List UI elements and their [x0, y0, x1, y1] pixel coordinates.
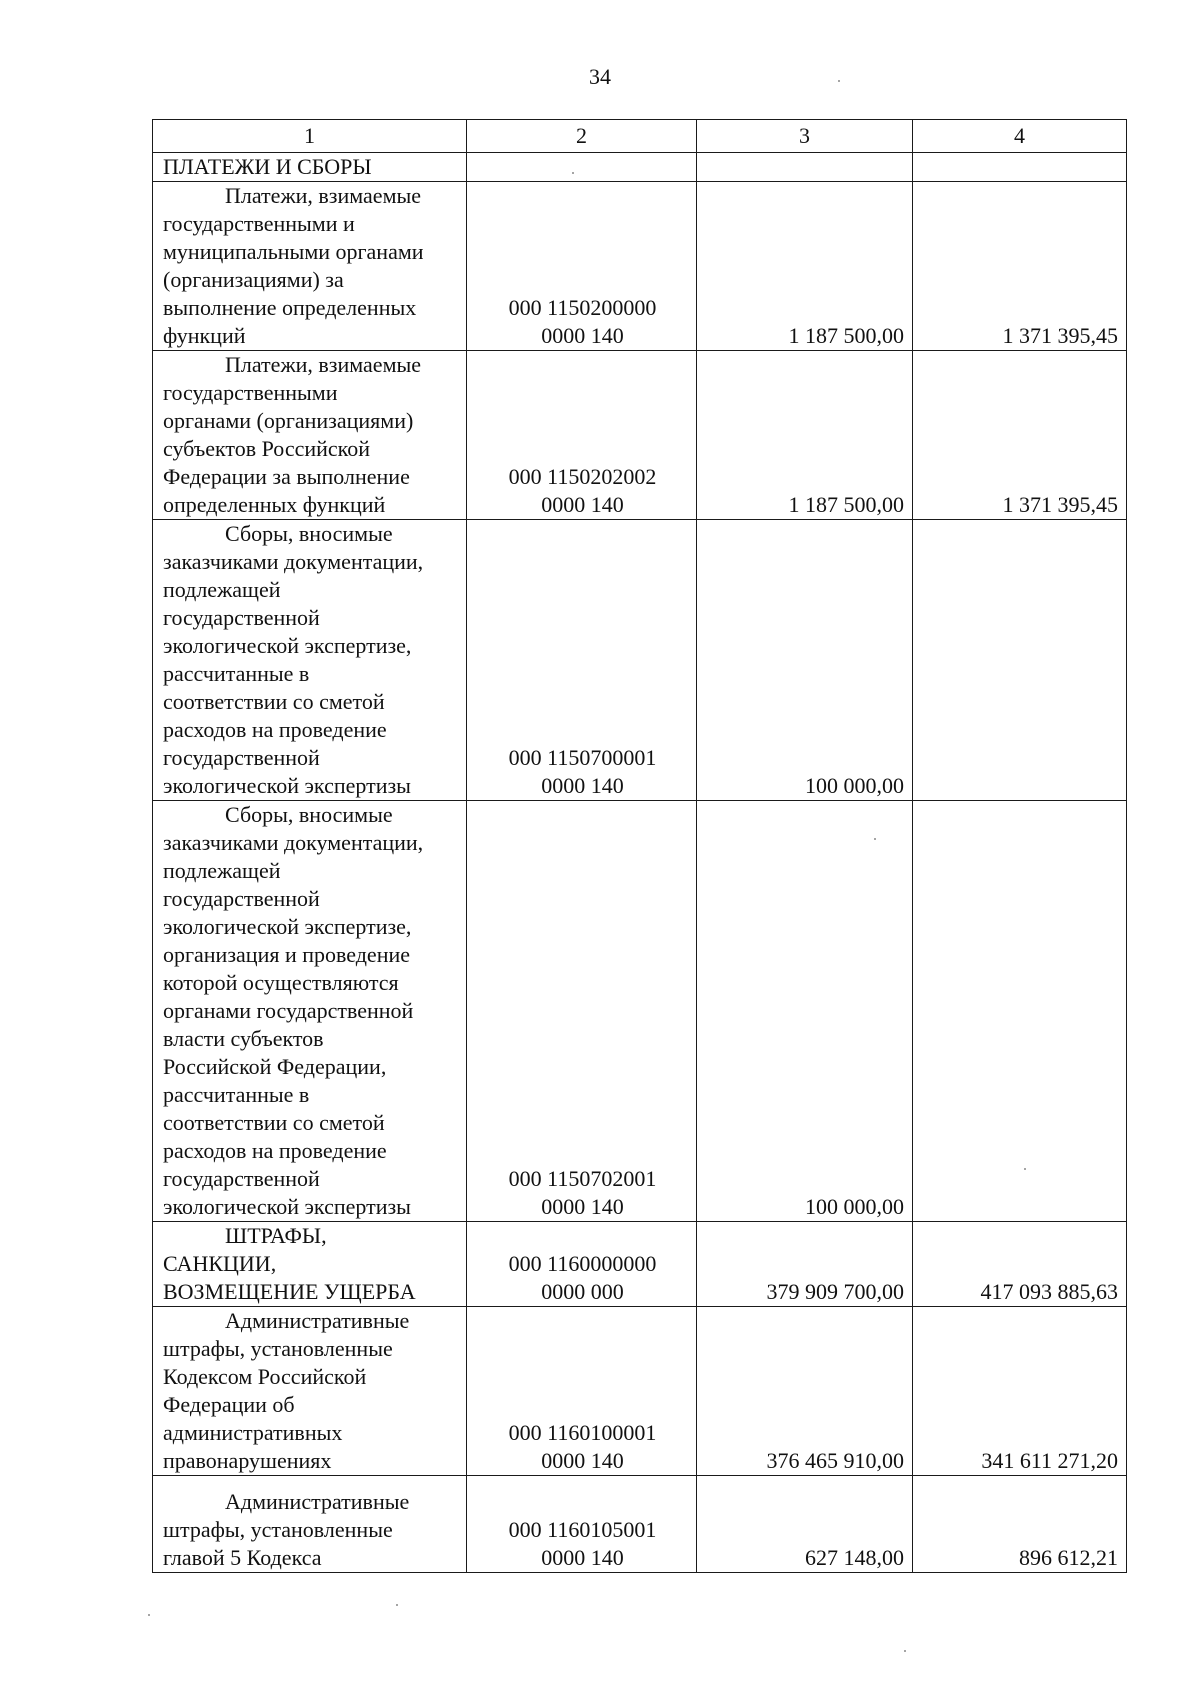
revenue-table-body [153, 120, 1127, 1573]
row-name-cell [153, 1476, 467, 1573]
plan-amount-cell: 1 187 500,00 [697, 351, 913, 520]
row-name-cell [153, 351, 467, 520]
budget-code-line: 000 1160105001 [508, 1517, 657, 1542]
budget-code-line: 0000 140 [541, 323, 624, 348]
row-name-cell [153, 1222, 467, 1307]
row-name-line: экологической экспертизе, [163, 914, 412, 939]
scan-speck [572, 172, 574, 174]
row-name-line: соответствии со сметой [163, 689, 385, 714]
plan-amount-cell: 376 465 910,00 [697, 1307, 913, 1476]
row-name-line: рассчитанные в [163, 1082, 310, 1107]
budget-code-line: 000 1160000000 [508, 1251, 657, 1276]
row-name-line: Российской Федерации, [163, 1054, 387, 1079]
budget-code-cell [467, 351, 697, 520]
row-name-line: государственной [163, 1166, 320, 1191]
column-header-2: 2 [467, 120, 697, 153]
plan-amount-cell: 1 187 500,00 [697, 182, 913, 351]
budget-code-line: 000 1150202002 [508, 464, 657, 489]
budget-code-cell [467, 182, 697, 351]
actual-amount-cell: 1 371 395,45 [913, 351, 1127, 520]
actual-amount-cell: 417 093 885,63 [913, 1222, 1127, 1307]
column-header-3: 3 [697, 120, 913, 153]
actual-amount-cell: 896 612,21 [913, 1476, 1127, 1573]
budget-code-cell [467, 520, 697, 801]
plan-amount-cell: 627 148,00 [697, 1476, 913, 1573]
scan-speck [1024, 1168, 1026, 1170]
row-name-cell [153, 801, 467, 1222]
row-name-line: штрафы, установленные [163, 1336, 393, 1361]
row-name-line: правонарушениях [163, 1448, 332, 1473]
actual-amount-cell: 1 371 395,45 [913, 182, 1127, 351]
row-name-line: государственными [163, 380, 338, 405]
row-name-line: Сборы, вносимые [225, 521, 393, 546]
budget-code-cell [467, 1476, 697, 1573]
plan-amount-cell: 100 000,00 [697, 520, 913, 801]
table-row [153, 351, 1127, 520]
budget-code-cell [467, 1222, 697, 1307]
row-name-line: Федерации за выполнение [163, 464, 410, 489]
row-name-line: государственной [163, 605, 320, 630]
table-row [153, 520, 1127, 801]
section-row [153, 153, 1127, 182]
row-name-line: штрафы, установленные [163, 1517, 393, 1542]
row-name-line: государственными и [163, 211, 355, 236]
table-row [153, 182, 1127, 351]
budget-code-line: 000 1160100001 [508, 1420, 657, 1445]
row-name-line: Административные [225, 1308, 410, 1333]
row-name-line: Федерации об [163, 1392, 295, 1417]
actual-amount-cell: 341 611 271,20 [913, 1307, 1127, 1476]
column-header-4: 4 [913, 120, 1127, 153]
actual-amount-cell [913, 801, 1127, 1222]
row-name-line: рассчитанные в [163, 661, 310, 686]
row-name-line: расходов на проведение [163, 1138, 387, 1163]
row-name-cell [153, 153, 467, 182]
row-name-line: которой осуществляются [163, 970, 399, 995]
row-name-line: субъектов Российской [163, 436, 371, 461]
row-name-line: власти субъектов [163, 1026, 324, 1051]
row-name-line: соответствии со сметой [163, 1110, 385, 1135]
revenue-table [152, 119, 1127, 1573]
row-name-line: заказчиками документации, [163, 549, 424, 574]
budget-code-line: 000 1150702001 [508, 1166, 657, 1191]
budget-code-cell [467, 1307, 697, 1476]
actual-amount-cell [913, 520, 1127, 801]
row-name-line: экологической экспертизы [163, 773, 411, 798]
row-name-line: подлежащей [163, 858, 281, 883]
budget-code-line: 0000 140 [541, 1545, 624, 1570]
row-name-line: муниципальными органами [163, 239, 424, 264]
row-name-line: расходов на проведение [163, 717, 387, 742]
plan-amount-cell [697, 153, 913, 182]
row-name-line: экологической экспертизы [163, 1194, 411, 1219]
row-name-line: САНКЦИИ, [163, 1251, 277, 1276]
scan-speck [838, 80, 840, 82]
budget-code-line: 0000 000 [541, 1279, 624, 1304]
row-name-line: ШТРАФЫ, [225, 1223, 327, 1248]
row-name-line: ВОЗМЕЩЕНИЕ УЩЕРБА [163, 1279, 416, 1304]
budget-code-line: 0000 140 [541, 773, 624, 798]
row-name-line: определенных функций [163, 492, 386, 517]
budget-code-cell [467, 153, 697, 182]
scan-speck [904, 1650, 906, 1652]
row-name-line: Административные [225, 1489, 410, 1514]
row-name-line: административных [163, 1420, 343, 1445]
table-row [153, 1307, 1127, 1476]
row-name-line: органами государственной [163, 998, 414, 1023]
row-name-cell [153, 520, 467, 801]
budget-code-line: 0000 140 [541, 1448, 624, 1473]
column-header-1: 1 [153, 120, 467, 153]
row-name-line: организация и проведение [163, 942, 411, 967]
budget-code-line: 000 1150200000 [508, 295, 657, 320]
table-row [153, 1476, 1127, 1573]
scan-speck [148, 1614, 150, 1616]
row-name-line: органами (организациями) [163, 408, 414, 433]
budget-code-line: 0000 140 [541, 1194, 624, 1219]
row-name-line: Кодексом Российской [163, 1364, 367, 1389]
table-row [153, 801, 1127, 1222]
row-name-line: заказчиками документации, [163, 830, 424, 855]
row-name-line: главой 5 Кодекса [163, 1545, 322, 1570]
row-name-line: ПЛАТЕЖИ И СБОРЫ [163, 154, 372, 179]
page-number: 34 [589, 64, 611, 89]
row-name-cell [153, 182, 467, 351]
plan-amount-cell: 379 909 700,00 [697, 1222, 913, 1307]
budget-code-cell [467, 801, 697, 1222]
row-name-line: Сборы, вносимые [225, 802, 393, 827]
budget-code-line: 0000 140 [541, 492, 624, 517]
row-name-line: Платежи, взимаемые [225, 352, 422, 377]
row-name-line: государственной [163, 886, 320, 911]
row-name-line: подлежащей [163, 577, 281, 602]
row-name-line: экологической экспертизе, [163, 633, 412, 658]
row-name-line: государственной [163, 745, 320, 770]
row-name-line: функций [163, 323, 246, 348]
table-row [153, 1222, 1127, 1307]
column-number-row [153, 120, 1127, 153]
row-name-cell [153, 1307, 467, 1476]
row-name-line: (организациями) за [163, 267, 344, 292]
scan-speck [874, 838, 876, 840]
row-name-line: выполнение определенных [163, 295, 417, 320]
actual-amount-cell [913, 153, 1127, 182]
scan-speck [396, 1604, 398, 1606]
budget-code-line: 000 1150700001 [508, 745, 657, 770]
row-name-line: Платежи, взимаемые [225, 183, 422, 208]
plan-amount-cell: 100 000,00 [697, 801, 913, 1222]
